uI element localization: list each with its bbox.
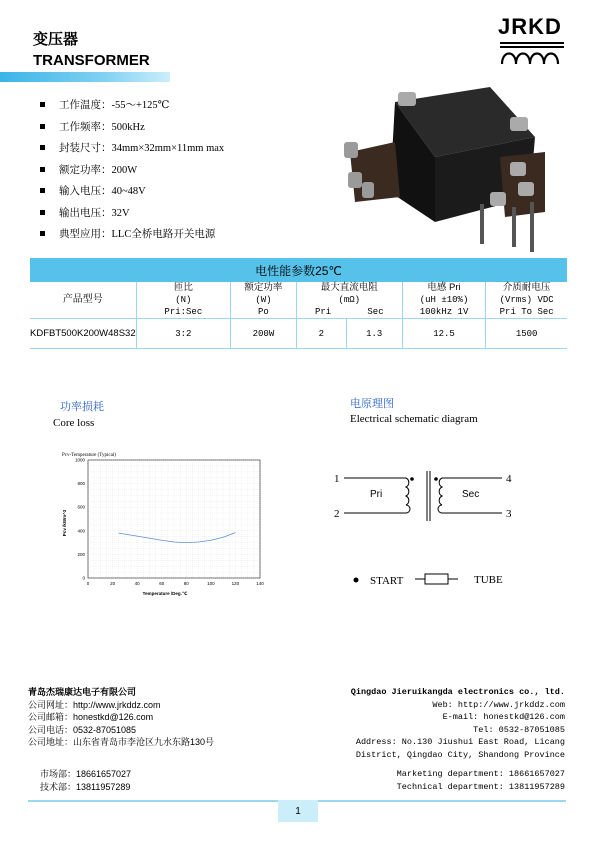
spec-item: 封装尺寸：34mm×32mm×11mm max (40, 137, 224, 159)
core-loss-title-en: Core loss (53, 417, 95, 429)
header-power: 额定功率 (W) Po (231, 282, 297, 319)
spec-item: 输出电压：32V (40, 202, 224, 224)
chart-title: Pcv-Temperature (Typical) (62, 453, 116, 458)
y-tick-label: 200 (77, 551, 85, 557)
y-tick-label: 600 (77, 504, 85, 510)
header-hipot: 介质耐电压 (Vrms) VDC Pri To Sec (486, 282, 567, 319)
sec-label: Sec (462, 489, 480, 500)
table-row (30, 319, 567, 349)
footer-contact-en: Qingdao Jieruikangda electronics co., ltd. Web: http://www.jrkddz.com E-mail: honestkd@126.com Tel: 0532-87051085 Address: No.130 Jiushui East Road, Licang District, Qingdao City, Shandong Province (350, 687, 565, 760)
x-tick-label: 60 (159, 581, 165, 586)
y-tick-label: 400 (77, 528, 85, 534)
core-loss-chart (60, 448, 270, 598)
schematic-title-cn: 电原理图 (350, 398, 394, 410)
start-label: START (370, 575, 404, 587)
page-number: 1 (278, 800, 318, 822)
parameter-table (30, 258, 567, 349)
x-tick-label: 40 (134, 581, 140, 586)
pin-1-label: 1 (334, 473, 340, 485)
tube-icon (425, 574, 448, 584)
product-photo (340, 82, 555, 262)
x-tick-label: 0 (86, 581, 90, 586)
x-tick-label: 100 (207, 581, 215, 586)
cell-dcr-sec: 1.3 (346, 319, 402, 349)
pin-3-label: 3 (506, 508, 512, 520)
x-tick-label: 80 (183, 581, 189, 586)
pri-label: Pri (370, 489, 383, 500)
x-axis-label: Temperature /Deg.℃ (142, 591, 188, 596)
company-logo (498, 14, 566, 70)
header-dcr: 最大直流电阻 (mΩ) Pri Sec (296, 282, 402, 319)
electrical-schematic (330, 455, 530, 595)
schematic-title-en: Electrical schematic diagram (350, 413, 478, 425)
cell-power: 200W (231, 319, 297, 349)
page-title-cn: 变压器 (33, 31, 79, 48)
cell-dcr-pri: 2 (296, 319, 346, 349)
logo-text: JRKD (498, 14, 562, 39)
header-model: 产品型号 (30, 282, 136, 319)
start-dot-icon (354, 578, 359, 583)
x-tick-label: 20 (110, 581, 116, 586)
y-tick-label: 0 (82, 575, 85, 581)
table-title: 电性能参数25℃ (30, 258, 567, 282)
footer-contact-cn: 青岛杰瑞康达电子有限公司 公司网址：http://www.jrkddz.com 公司邮箱：honestkd@126.com 公司电话：0532-87051085 公司地址：山东省青岛市李沧区九水东路130号 (28, 687, 215, 747)
spec-item: 典型应用：LLC全桥电路开关电源 (40, 223, 224, 245)
cell-ratio: 3:2 (136, 319, 230, 349)
header-inductance: 电感 Pri (uH ±10%) 100kHz 1V (402, 282, 486, 319)
core-loss-title-cn: 功率损耗 (60, 401, 104, 413)
header-ratio: 匝比 (N) Pri:Sec (136, 282, 230, 319)
pin-2-label: 2 (334, 508, 340, 520)
spec-item: 工作频率：500kHz (40, 116, 224, 138)
tube-label: TUBE (474, 574, 503, 586)
y-tick-label: 800 (77, 481, 85, 487)
page-title-en: TRANSFORMER (33, 52, 150, 69)
title-accent-bar (0, 72, 170, 82)
x-tick-label: 140 (256, 581, 264, 586)
cell-hipot: 1500 (486, 319, 567, 349)
spec-item: 额定功率：200W (40, 159, 224, 181)
x-tick-label: 120 (231, 581, 240, 586)
y-axis-label: Pcv /kWm^3 (62, 509, 67, 537)
cell-inductance: 12.5 (402, 319, 486, 349)
footer-departments-en: Marketing department: 18661657027 Technical department: 13811957289 (396, 769, 565, 792)
spec-item: 工作温度：-55～+125℃ (40, 94, 224, 116)
y-tick-label: 1000 (74, 457, 85, 463)
spec-item: 输入电压：40~48V (40, 180, 224, 202)
table-header-row (30, 282, 567, 319)
footer-departments-cn: 市场部：18661657027 技术部：13811957289 (40, 769, 132, 792)
pin-4-label: 4 (506, 473, 512, 485)
coil-logo-icon (498, 40, 566, 70)
cell-model: KDFBT500K200W48S32 (30, 319, 136, 349)
spec-list (40, 94, 224, 245)
